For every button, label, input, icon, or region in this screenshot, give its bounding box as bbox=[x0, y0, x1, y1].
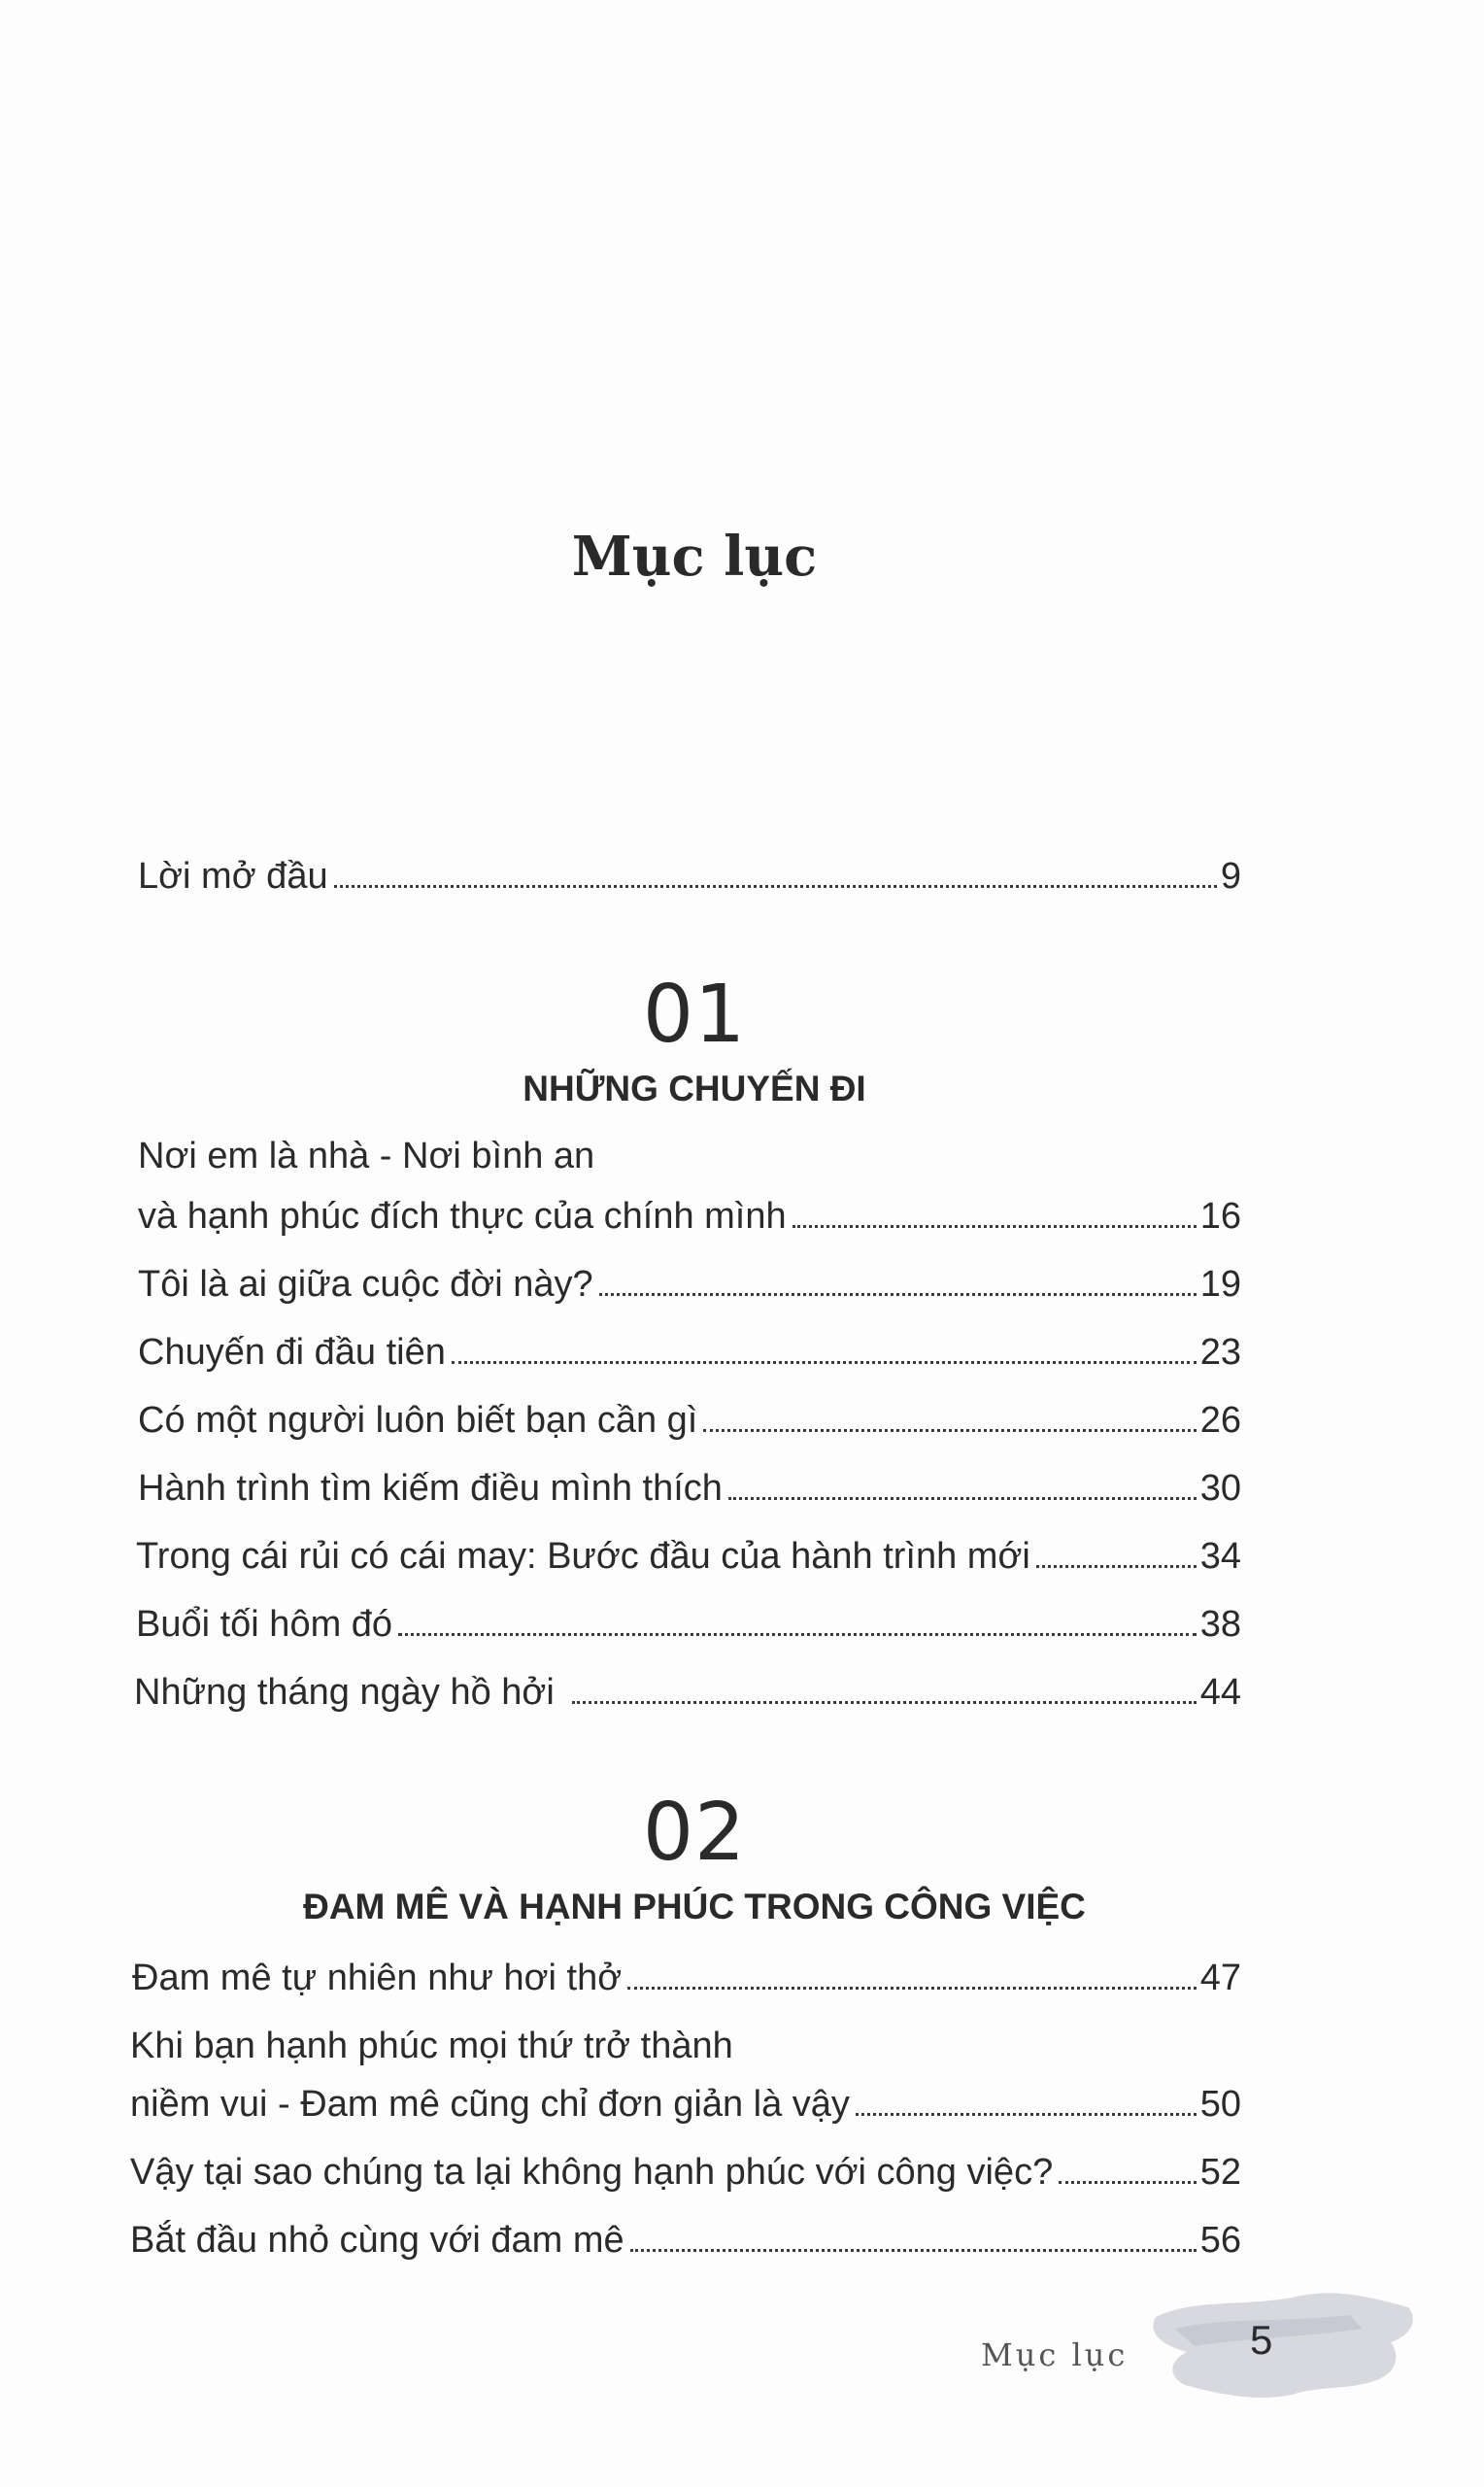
toc-entry-page: 16 bbox=[1199, 1196, 1241, 1237]
page-title: Mục lục bbox=[571, 525, 818, 589]
brush-stroke-decoration bbox=[1136, 2278, 1428, 2414]
dot-leader bbox=[627, 1987, 1197, 1990]
dot-leader bbox=[856, 2113, 1197, 2116]
dot-leader bbox=[334, 885, 1217, 888]
toc-entry[interactable] bbox=[134, 1669, 1241, 1716]
toc-entry-first-line: Khi bạn hạnh phúc mọi thứ trở thành bbox=[130, 2026, 733, 2066]
dot-leader bbox=[572, 1701, 1197, 1704]
toc-entry-label: Có một người luôn biết bạn cần gì bbox=[138, 1400, 698, 1441]
toc-entry[interactable] bbox=[132, 1955, 1241, 2001]
dot-leader bbox=[1036, 1565, 1197, 1568]
toc-entry-label: và hạnh phúc đích thực của chính mình bbox=[138, 1196, 787, 1237]
dot-leader bbox=[599, 1293, 1197, 1296]
toc-entry-page: 50 bbox=[1199, 2084, 1241, 2125]
toc-entry[interactable] bbox=[136, 1533, 1241, 1580]
toc-entry-label: Chuyến đi đầu tiên bbox=[138, 1332, 446, 1373]
toc-entry-page: 38 bbox=[1199, 1604, 1241, 1645]
toc-entry[interactable] bbox=[138, 1193, 1241, 1240]
toc-entry-intro[interactable] bbox=[138, 853, 1241, 900]
toc-entry-label: Tôi là ai giữa cuộc đời này? bbox=[138, 1264, 593, 1305]
toc-entry-label: Bắt đầu nhỏ cùng với đam mê bbox=[130, 2220, 624, 2261]
toc-entry[interactable] bbox=[130, 2081, 1241, 2128]
part-title-02: ĐAM MÊ VÀ HẠNH PHÚC TRONG CÔNG VIỆC bbox=[303, 1887, 1086, 1926]
toc-entry-page: 9 bbox=[1220, 856, 1241, 897]
toc-entry[interactable] bbox=[138, 1261, 1241, 1308]
toc-entry-page: 30 bbox=[1199, 1468, 1241, 1509]
toc-entry-label: niềm vui - Đam mê cũng chỉ đơn giản là vậy bbox=[130, 2084, 850, 2125]
toc-entry[interactable] bbox=[130, 2149, 1241, 2196]
dot-leader bbox=[452, 1361, 1197, 1364]
toc-entry-page: 52 bbox=[1199, 2152, 1241, 2193]
part-number-02: 02 bbox=[642, 1787, 747, 1879]
toc-entry-label: Hành trình tìm kiếm điều mình thích bbox=[138, 1468, 723, 1509]
dot-leader bbox=[728, 1497, 1197, 1500]
toc-entry-label: Đam mê tự nhiên như hơi thở bbox=[132, 1958, 623, 1998]
toc-entry-page: 26 bbox=[1199, 1400, 1241, 1441]
toc-entry-page: 19 bbox=[1199, 1264, 1241, 1305]
page-number: 5 bbox=[1250, 2317, 1273, 2363]
toc-entry-page: 44 bbox=[1199, 1672, 1241, 1713]
toc-entry-page: 47 bbox=[1199, 1958, 1241, 1998]
dot-leader bbox=[793, 1225, 1197, 1228]
toc-entry-first-line: Nơi em là nhà - Nơi bình an bbox=[138, 1136, 595, 1176]
toc-entry-page: 34 bbox=[1199, 1536, 1241, 1577]
toc-entry[interactable] bbox=[130, 2217, 1241, 2264]
toc-entry-label: Vậy tại sao chúng ta lại không hạnh phúc với công việc? bbox=[130, 2152, 1054, 2193]
dot-leader bbox=[703, 1429, 1196, 1432]
toc-entry[interactable] bbox=[136, 1601, 1241, 1648]
toc-entry-label: Lời mở đầu bbox=[138, 856, 328, 897]
toc-entry-label: Trong cái rủi có cái may: Bước đầu của hành trình mới bbox=[136, 1536, 1030, 1577]
toc-entry-page: 23 bbox=[1199, 1332, 1241, 1373]
part-title-01: NHỮNG CHUYẾN ĐI bbox=[523, 1069, 866, 1108]
toc-entry[interactable] bbox=[138, 1329, 1241, 1376]
dot-leader bbox=[1059, 2181, 1197, 2184]
dot-leader bbox=[398, 1633, 1197, 1636]
toc-entry-label: Buổi tối hôm đó bbox=[136, 1604, 393, 1645]
dot-leader bbox=[630, 2249, 1197, 2252]
toc-entry-label: Những tháng ngày hồ hởi bbox=[134, 1672, 555, 1713]
toc-entry-page: 56 bbox=[1199, 2220, 1241, 2261]
part-number-01: 01 bbox=[642, 969, 747, 1061]
footer-section-title: Mục lục bbox=[981, 2336, 1129, 2373]
toc-entry[interactable] bbox=[138, 1397, 1241, 1444]
toc-entry[interactable] bbox=[138, 1465, 1241, 1512]
